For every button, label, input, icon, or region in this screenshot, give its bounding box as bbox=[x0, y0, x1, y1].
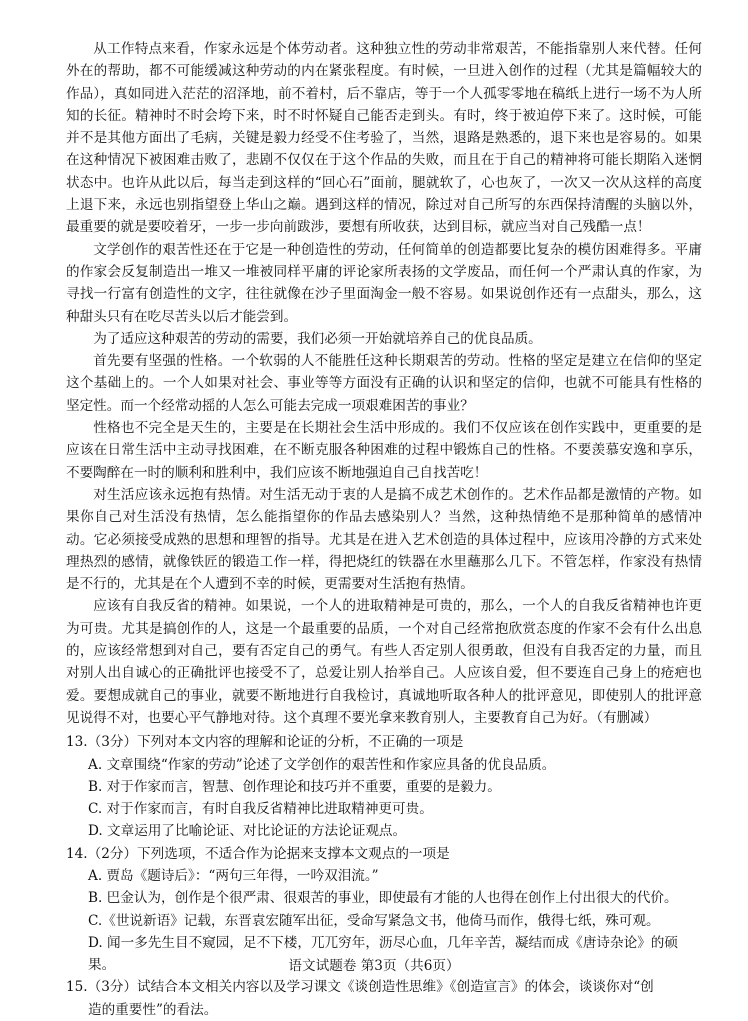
question-stem-continued: 造的重要性”的看法。 bbox=[88, 1001, 218, 1018]
paragraph: 为了适应这种艰苦的劳动的需要，我们必须一开始就培养自己的优良品质。 bbox=[93, 330, 542, 347]
paragraph: 文学创作的艰苦性还在于它是一种创造性的劳动，任何简单的创造都要比复杂的模仿困难得多。平庸的作家会反复制造出一堆又一堆被同样平庸的评论家所表扬的文学废品，而任何一个严肃认真的作家，为寻找一行富有创造性的文字，往往就像在沙子里面淘金一般不容易。如果说创作还有一点甜头，那么，这种甜头只有在吃尽苦头以后才能尝到。 bbox=[66, 241, 702, 325]
option-c: C.《世说新语》记载，东晋袁宏随军出征，受命写紧急文书，他倚马而作，俄得七纸，殊可观。 bbox=[88, 912, 660, 929]
page-footer: 语文试题卷 第3页（共6页） bbox=[288, 958, 460, 974]
paragraph: 对生活应该永远抱有热情。对生活无动于衷的人是搞不成艺术创作的。艺术作品都是激情的产物。如果你自己对生活没有热情，怎么能指望你的作品去感染别人？当然，这种热情绝不是那种简单的感情冲动。它必须接受成熟的思想和理智的指导。尤其是在进入艺术创造的具体过程中，应该用冷静的方式来处理热烈的感情，就像铁匠的锻造工作一样，得把烧红的铁器在水里蘸那么几下。不管怎样，作家没有热情是不行的，尤其是在个人遭到不幸的时候，更需要对生活抱有热情。 bbox=[66, 486, 702, 593]
question-15 bbox=[66, 976, 702, 1021]
paragraph: 从工作特点来看，作家永远是个体劳动者。这种独立性的劳动非常艰苦，不能指靠别人来代替。任何外在的帮助，都不可能缓减这种劳动的内在紧张程度。有时候，一旦进入创作的过程（尤其是篇幅较大的作品），真如同进入茫茫的沼泽地，前不着村，后不靠店，等于一个人孤零零地在稿纸上进行一场不为人所知的长征。精神时不时会垮下来，时不时怀疑自己能否走到头。有时，终于被迫停下来了。这时候，可能并不是其他方面出了毛病，关键是毅力经受不住考验了，当然，退路是熟悉的，退下来也是容易的。如果在这种情况下被困难击败了，悲剧不仅仅在于这个作品的失败，而且在于自己的精神将可能长期陷入迷惘状态中。也许从此以后，每当走到这样的“回心石”面前，腿就软了，心也灰了，一次又一次从这样的高度上退下来，永远也别指望登上华山之巅。遇到这样的情况，除过对自己所写的东西保持清醒的头脑以外，最重要的就是要咬着牙，一步一步向前跋涉，要想有所收获，达到目标，就应当对自己残酷一点！ bbox=[66, 41, 702, 236]
question-stem: 15.（3分）试结合本文相关内容以及学习课文《谈创造性思维》《创造宣言》的体会，谈谈你对“创 bbox=[66, 979, 654, 996]
paragraph: 应该有自我反省的精神。如果说，一个人的进取精神是可贵的，那么，一个人的自我反省精神也许更为可贵。尤其是搞创作的人，这是一个最重要的品质，一个对自己经常抱欣赏态度的作家不会有什么出息的，应该经常想到对自己，要有否定自己的勇气。有些人否定别人很勇敢，但没有自我否定的力量，而且对别人出自诚心的正确批评也接受不了，总爱让别人抬举自己。人应该自爱，但不要连自己身上的疮疤也爱。要想成就自己的事业，就要不断地进行自我检讨，真诚地听取各种人的批评意见，即使别人的批评意见说得不对，也要心平气静地对待。这个真理不要光拿来教育别人，主要教育自己为好。（有删减） bbox=[66, 598, 702, 726]
option-a: A. 文章围绕“作家的劳动”论述了文学创作的艰苦性和作家应具备的优良品质。 bbox=[88, 756, 556, 773]
question-list bbox=[66, 731, 702, 1021]
option-d: D. 文章运用了比喻论证、对比论证的方法论证观点。 bbox=[88, 823, 407, 840]
option-a: A. 贾岛《题诗后》：“两句三年得，一吟双泪流。” bbox=[88, 867, 379, 884]
option-b: B. 对于作家而言，智慧、创作理论和技巧并不重要，重要的是毅力。 bbox=[88, 778, 501, 795]
paragraph: 首先要有坚强的性格。一个软弱的人不能胜任这种长期艰苦的劳动。性格的坚定是建立在信仰的坚定这个基础上的。一个人如果对社会、事业等等方面没有正确的认识和坚定的信仰，也就不可能具有性格的坚定性。而一个经常动摇的人怎么可能去完成一项艰难困苦的事业？ bbox=[66, 353, 702, 414]
question-13 bbox=[66, 731, 702, 842]
option-b: B. 巴金认为，创作是个很严肃、很艰苦的事业，即使最有才能的人也得在创作上付出很大的代价。 bbox=[88, 890, 678, 907]
question-stem: 14.（2分）下列选项，不适合作为论据来支撑本文观点的一项是 bbox=[66, 845, 450, 862]
option-c: C. 对于作家而言，有时自我反省精神比进取精神更可贵。 bbox=[88, 801, 433, 818]
question-stem: 13.（3分）下列对本文内容的理解和论证的分析，不正确的一项是 bbox=[66, 734, 464, 751]
option-d: D. 闻一多先生目不窥园，足不下楼，兀兀穷年，沥尽心血，几年辛苦，凝结而成《唐诗杂论》的硕果。 bbox=[88, 934, 678, 974]
paragraph: 性格也不完全是天生的，主要是在长期社会生活中形成的。我们不仅应该在创作实践中，更重要的是应该在日常生活中主动寻找困难，在不断克服各种困难的过程中锻炼自己的性格。不要羡慕安逸和享乐，不要陶醉在一时的顺利和胜利中，我们应该不断地强迫自己自找苦吃！ bbox=[66, 420, 702, 481]
reading-passage bbox=[66, 38, 702, 729]
